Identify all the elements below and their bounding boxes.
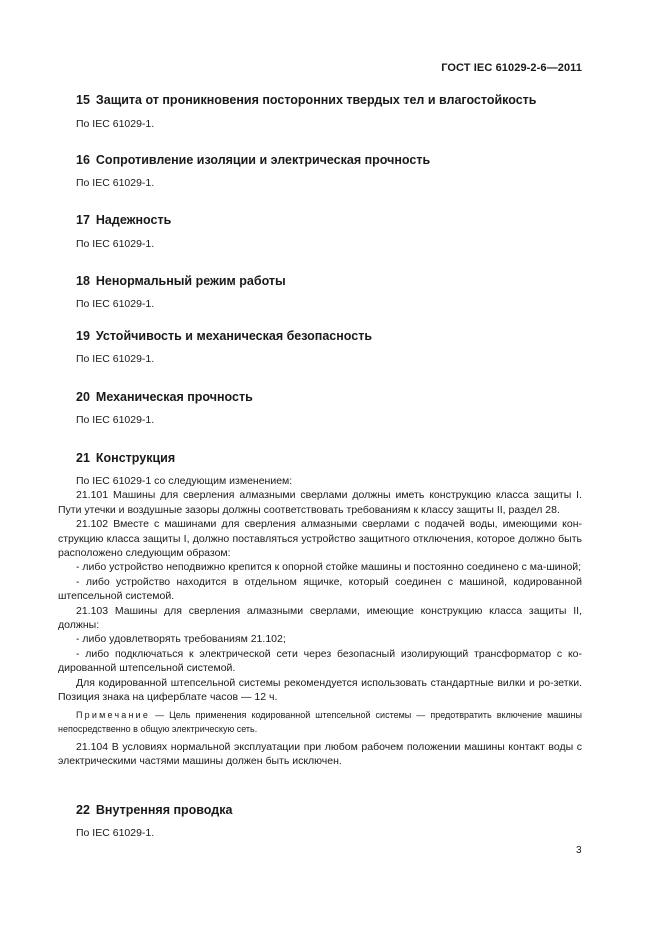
section-21-body xyxy=(58,474,582,768)
list-item: - либо устройство неподвижно крепится к опорной стойке машины и постоянно соединено с ма-шиной; xyxy=(76,561,582,574)
section-heading-18 xyxy=(76,274,286,288)
section-text-19: По IEC 61029-1. xyxy=(76,353,155,365)
section-text-16: По IEC 61029-1. xyxy=(76,177,155,189)
section-heading-21 xyxy=(76,451,175,465)
clause-21-104: 21.104 В условиях нормальной эксплуатации при любом рабочем положении машины контакт воды с электрическими частями машины должен быть исключен. xyxy=(58,740,582,767)
section-heading-22 xyxy=(76,803,232,817)
section-number: 17 xyxy=(76,213,90,227)
section-title: Внутренняя проводка xyxy=(95,803,233,817)
list-item: - либо удовлетворять требованиям 21.102; xyxy=(76,633,286,646)
section-number: 20 xyxy=(76,390,90,404)
clause-21-101: 21.101 Машины для сверления алмазными сверлами должны иметь конструкцию класса защиты I. Пути утечки и воздушные зазоры должны соответствовать требованиям к классу защиты II, раздел 28. xyxy=(58,489,582,516)
section-text-18: По IEC 61029-1. xyxy=(76,298,155,310)
section-title: Механическая прочность xyxy=(95,390,253,404)
section-text-15: По IEC 61029-1. xyxy=(76,118,155,130)
list-item: - либо устройство находится в отдельном ящичке, который соединен с машиной, кодированной штепсельной системой. xyxy=(58,575,582,603)
section-heading-20 xyxy=(76,390,253,404)
section-title: Надежность xyxy=(95,213,172,227)
section-number: 21 xyxy=(76,451,90,465)
intro-paragraph: По IEC 61029-1 со следующим изменением: xyxy=(76,475,293,487)
section-heading-16 xyxy=(76,153,430,167)
page-number: 3 xyxy=(576,845,582,856)
section-number: 15 xyxy=(76,93,90,107)
section-heading-15 xyxy=(76,93,536,107)
section-heading-19 xyxy=(76,329,372,343)
section-text-22: По IEC 61029-1. xyxy=(76,827,155,839)
section-number: 22 xyxy=(76,803,90,817)
clause-21-102: 21.102 Вместе с машинами для сверления алмазными сверлами с подачей воды, имеющими кон-струкцию класса защиты I, должно поставляться устройство защитного отключения, которое должно быть расположено следующим образом: xyxy=(58,518,582,560)
section-text-20: По IEC 61029-1. xyxy=(76,414,155,426)
standard-code-header: ГОСТ IEC 61029-2-6—2011 xyxy=(441,62,582,74)
note-label: Примечание xyxy=(76,709,151,720)
section-title: Сопротивление изоляции и электрическая прочность xyxy=(95,153,431,167)
list-item: - либо подключаться к электрической сети через безопасный изолирующий трансформатор с ко-дированной штепсельной системой. xyxy=(58,647,582,675)
section-text-17: По IEC 61029-1. xyxy=(76,238,155,250)
section-title: Конструкция xyxy=(95,451,176,465)
section-title: Ненормальный режим работы xyxy=(95,274,286,288)
clause-21-103: 21.103 Машины для сверления алмазными сверлами, имеющие конструкцию класса защиты II, должны: xyxy=(58,604,582,632)
section-heading-17 xyxy=(76,213,171,227)
section-number: 19 xyxy=(76,329,90,343)
section-number: 18 xyxy=(76,274,90,288)
coded-plug-paragraph: Для кодированной штепсельной системы рекомендуется использовать стандартные вилки и ро-зетки. Позиция знака на циферблате часов — 12 ч. xyxy=(58,676,582,704)
section-title: Защита от проникновения посторонних твердых тел и влагостойкость xyxy=(95,93,537,107)
note xyxy=(58,708,582,736)
section-title: Устойчивость и механическая безопасность xyxy=(95,329,373,343)
note-text: — Цель применения кодированной штепсельной системы — предотвратить включение машины непосредственно в общую электрическую сеть. xyxy=(58,709,582,734)
section-number: 16 xyxy=(76,153,90,167)
